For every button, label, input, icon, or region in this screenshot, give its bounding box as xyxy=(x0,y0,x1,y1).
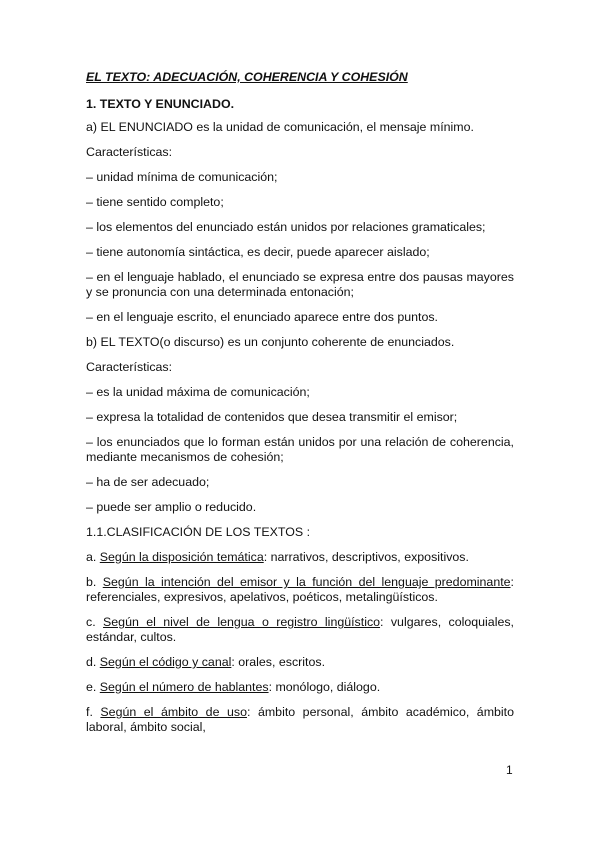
classification-item xyxy=(86,615,514,645)
texto-feature: – ha de ser adecuado; xyxy=(86,475,210,489)
texto-feature: – es la unidad máxima de comunicación; xyxy=(86,385,310,399)
enunciado-feature: – en el lenguaje escrito, el enunciado aparece entre dos puntos. xyxy=(86,310,439,324)
enunciado-feature: – los elementos del enunciado están unidos por relaciones gramaticales; xyxy=(86,220,486,234)
classification-examples: : orales, escritos. xyxy=(231,655,326,669)
classification-criterion: Según la intención del emisor y la función del lenguaje predominante xyxy=(102,575,511,589)
enunciado-feature: – tiene sentido completo; xyxy=(86,195,224,209)
classification-examples: : narrativos, descriptivos, expositivos. xyxy=(263,550,469,564)
classification-examples: : monólogo, diálogo. xyxy=(268,680,381,694)
enunciado-definition: a) EL ENUNCIADO es la unidad de comunicación, el mensaje mínimo. xyxy=(86,120,474,134)
classification-prefix: c. xyxy=(86,615,104,629)
texto-features-label: Características: xyxy=(86,360,173,374)
section-heading: 1. TEXTO Y ENUNCIADO. xyxy=(86,97,235,111)
classification-criterion: Según el código y canal xyxy=(99,655,232,669)
texto-feature: – expresa la totalidad de contenidos que desea transmitir el emisor; xyxy=(86,410,458,424)
classification-criterion: Según la disposición temática xyxy=(99,550,264,564)
enunciado-feature: – en el lenguaje hablado, el enunciado se expresa entre dos pausas mayores y se pronuncia con una determinada entonación; xyxy=(86,270,514,299)
document-body xyxy=(86,70,514,745)
classification-examples: : referenciales, expresivos, apelativos, poéticos, metalingüísticos. xyxy=(86,575,514,604)
document-title: EL TEXTO: ADECUACIÓN, COHERENCIA Y COHESIÓN xyxy=(86,70,408,84)
classification-item xyxy=(86,705,514,735)
classification-item xyxy=(86,655,514,670)
classification-prefix: e. xyxy=(86,680,100,694)
classification-criterion: Según el número de hablantes xyxy=(99,680,269,694)
classification-item xyxy=(86,575,514,605)
enunciado-features-label: Características: xyxy=(86,145,173,159)
enunciado-feature: – tiene autonomía sintáctica, es decir, puede aparecer aislado; xyxy=(86,245,430,259)
classification-prefix: a. xyxy=(86,550,100,564)
page-number: 1 xyxy=(506,763,513,777)
classification-criterion: Según el nivel de lengua o registro lingüístico xyxy=(103,615,381,629)
texto-feature: – puede ser amplio o reducido. xyxy=(86,500,257,514)
classification-item xyxy=(86,680,514,695)
classification-prefix: b. xyxy=(86,575,103,589)
classification-examples: : vulgares, coloquiales, estándar, cultos. xyxy=(86,615,514,644)
classification-prefix: d. xyxy=(86,655,100,669)
classification-item xyxy=(86,550,514,565)
classification-examples: : ámbito personal, ámbito académico, ámbito laboral, ámbito social, xyxy=(86,705,514,734)
classification-heading: 1.1.CLASIFICACIÓN DE LOS TEXTOS : xyxy=(86,525,311,539)
enunciado-feature: – unidad mínima de comunicación; xyxy=(86,170,278,184)
texto-feature: – los enunciados que lo forman están unidos por una relación de coherencia, mediante mecanismos de cohesión; xyxy=(86,435,514,464)
classification-prefix: f. xyxy=(86,705,101,719)
classification-criterion: Según el ámbito de uso xyxy=(100,705,247,719)
texto-definition: b) EL TEXTO(o discurso) es un conjunto coherente de enunciados. xyxy=(86,335,455,349)
